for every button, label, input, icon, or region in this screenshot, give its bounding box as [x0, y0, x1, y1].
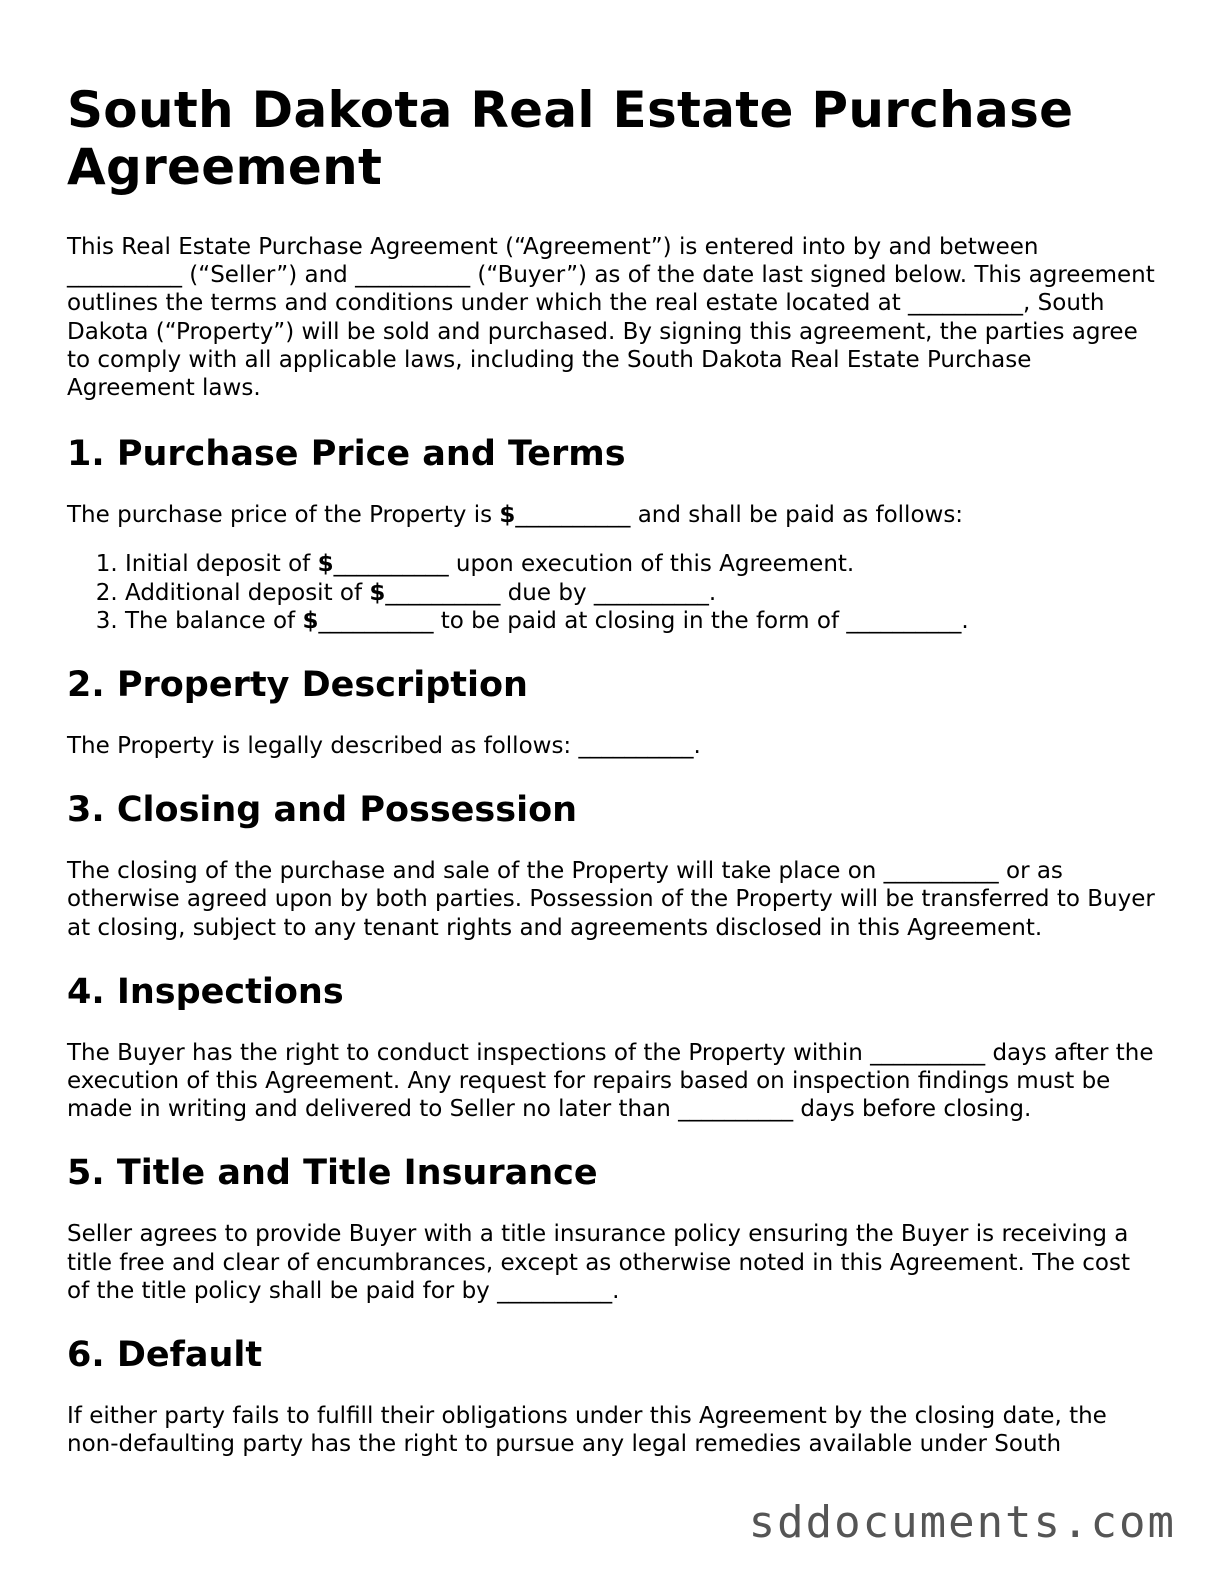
list-item-rest: __________ to be paid at closing in the form of __________. [318, 607, 969, 634]
list-item [125, 607, 1157, 635]
section-1-body [67, 501, 1157, 529]
section-4-heading: 4. Inspections [67, 971, 344, 1012]
section-2-body: The Property is legally described as follows: __________. [67, 733, 701, 760]
list-item [125, 550, 1157, 578]
section-6-heading: 6. Default [67, 1335, 263, 1376]
dollar-sign: $ [317, 551, 334, 578]
section-3-heading: 3. Closing and Possession [67, 790, 578, 831]
document-page [67, 82, 1157, 1488]
list-item [125, 579, 1157, 607]
document-title: South Dakota Real Estate Purchase Agreement [67, 81, 1074, 196]
intro-paragraph: This Real Estate Purchase Agreement (“Agreement”) is entered into by and between __________ (“Seller”) and __________ (“Buyer”) as of the date last signed below. This agreement outlines the terms and conditions under which the real estate located at __________, South Dakota (“Property”) will be sold and purchased. By signing this agreement, the parties agree to comply with all applicable laws, including the South Dakota Real Estate Purchase Agreement laws. [67, 234, 1155, 402]
section-5-heading: 5. Title and Title Insurance [67, 1153, 598, 1194]
section-5-body: Seller agrees to provide Buyer with a title insurance policy ensuring the Buyer is receiving a title free and clear of encumbrances, except as otherwise noted in this Agreement. The cost of the title policy shall be paid for by __________. [67, 1221, 1130, 1304]
section-1-heading: 1. Purchase Price and Terms [67, 434, 626, 475]
section-6-body: If either party fails to fulfill their obligations under this Agreement by the closing date, the non-defaulting party has the right to pursue any legal remedies available under South [67, 1403, 1107, 1458]
payment-terms-list [67, 550, 1157, 635]
list-item-text: Additional deposit of [125, 579, 370, 606]
dollar-sign: $ [302, 607, 319, 634]
list-item-text: The balance of [125, 607, 303, 634]
dollar-sign: $ [499, 502, 516, 529]
list-item-rest: __________ upon execution of this Agreement. [333, 551, 855, 578]
section-2-heading: 2. Property Description [67, 665, 528, 706]
watermark: sddocuments.com [748, 1497, 1176, 1548]
dollar-sign: $ [369, 579, 386, 606]
section-1-body-rest: __________ and shall be paid as follows: [515, 502, 964, 529]
section-3-body: The closing of the purchase and sale of the Property will take place on __________ or as otherwise agreed upon by both parties. Possession of the Property will be transferred to Buyer at closing, subject to any tenant rights and agreements disclosed in this Agreement. [67, 858, 1155, 941]
section-1-body-text: The purchase price of the Property is [67, 502, 500, 529]
list-item-rest: __________ due by __________. [385, 579, 717, 606]
list-item-text: Initial deposit of [125, 551, 318, 578]
section-4-body: The Buyer has the right to conduct inspections of the Property within __________ days after the execution of this Agreement. Any request for repairs based on inspection findings must be made in writing and delivered to Seller no later than __________ days before closing. [67, 1039, 1154, 1123]
